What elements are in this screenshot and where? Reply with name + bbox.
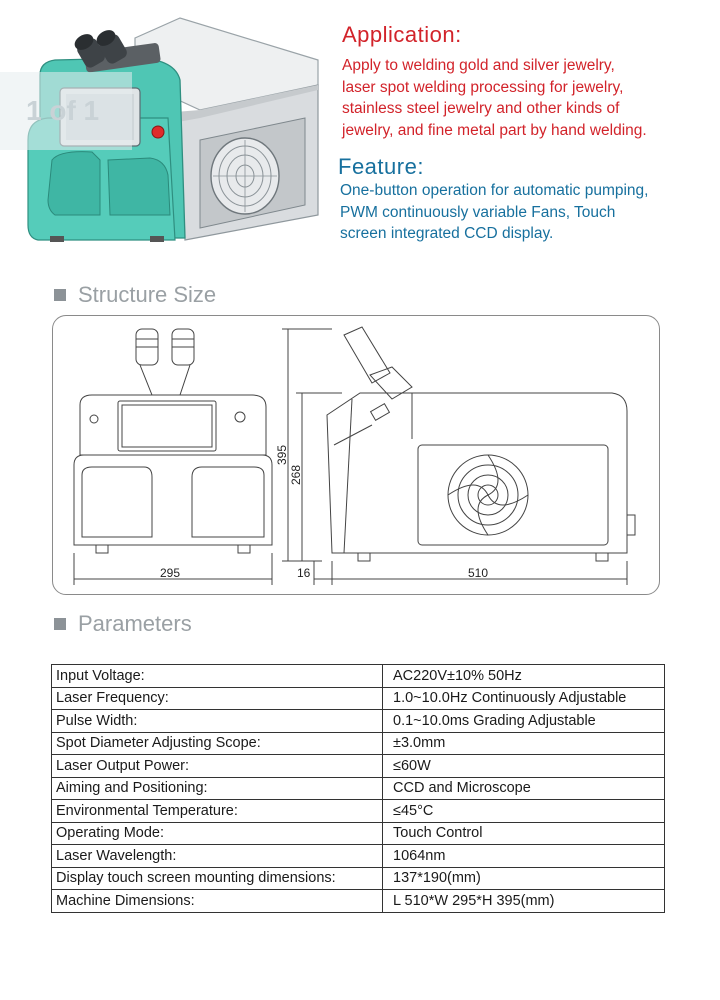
table-row: [52, 822, 665, 845]
feature-line: PWM continuously variable Fans, Touch: [340, 203, 616, 221]
param-label: Spot Diameter Adjusting Scope:: [52, 732, 383, 755]
param-label: Display touch screen mounting dimensions:: [52, 867, 383, 890]
param-label: Laser Frequency:: [52, 687, 383, 710]
table-row: [52, 777, 665, 800]
param-value: L 510*W 295*H 395(mm): [383, 890, 665, 913]
structure-size-title: Structure Size: [78, 282, 217, 307]
table-row: [52, 710, 665, 733]
param-label: Aiming and Positioning:: [52, 777, 383, 800]
param-value: CCD and Microscope: [383, 777, 665, 800]
structure-size-heading: [54, 282, 216, 308]
parameters-title: Parameters: [78, 611, 192, 636]
param-value: ≤45°C: [383, 800, 665, 823]
param-label: Machine Dimensions:: [52, 890, 383, 913]
structure-drawing: [52, 315, 660, 595]
page-counter: 1 of 1: [0, 72, 132, 150]
parameters-table: [51, 664, 665, 913]
param-label: Environmental Temperature:: [52, 800, 383, 823]
front-view: [74, 329, 272, 585]
param-value: 1.0~10.0Hz Continuously Adjustable: [383, 687, 665, 710]
param-value: AC220V±10% 50Hz: [383, 665, 665, 688]
feature-line: One-button operation for automatic pumping,: [340, 182, 649, 199]
param-value: Touch Control: [383, 822, 665, 845]
bullet-square-icon: [54, 289, 66, 301]
side-view: [282, 327, 635, 585]
param-value: 1064nm: [383, 845, 665, 868]
fan-icon: [211, 138, 279, 214]
dim-offset: 16: [297, 566, 311, 580]
param-label: Pulse Width:: [52, 710, 383, 733]
table-row: [52, 687, 665, 710]
parameters-heading: [54, 611, 192, 637]
table-row: [52, 665, 665, 688]
application-line: laser spot welding processing for jewelry,: [342, 78, 624, 96]
feature-title: Feature:: [338, 154, 424, 179]
param-value: 137*190(mm): [383, 867, 665, 890]
application-text: [342, 55, 720, 141]
dim-height-body: 268: [289, 464, 303, 485]
feature-line: screen integrated CCD display.: [340, 225, 554, 242]
table-row: [52, 800, 665, 823]
feature-text: [340, 180, 720, 245]
application-line: Apply to welding gold and silver jewelry,: [342, 57, 615, 74]
param-value: ±3.0mm: [383, 732, 665, 755]
param-label: Input Voltage:: [52, 665, 383, 688]
application-line: jewelry, and fine metal part by hand welding.: [342, 121, 647, 139]
table-row: [52, 755, 665, 778]
table-row: [52, 732, 665, 755]
fan-grille-icon: [448, 455, 528, 535]
table-row: [52, 845, 665, 868]
dim-length: 510: [468, 566, 489, 580]
table-row: [52, 890, 665, 913]
application-line: stainless steel jewelry and other kinds of: [342, 100, 620, 117]
bullet-square-icon: [54, 618, 66, 630]
application-title: Application:: [342, 22, 462, 47]
dim-front-width: 295: [160, 566, 181, 580]
param-label: Operating Mode:: [52, 822, 383, 845]
param-value: ≤60W: [383, 755, 665, 778]
param-value: 0.1~10.0ms Grading Adjustable: [383, 710, 665, 733]
param-label: Laser Wavelength:: [52, 845, 383, 868]
param-label: Laser Output Power:: [52, 755, 383, 778]
dim-height-total: 395: [275, 444, 289, 465]
table-row: [52, 867, 665, 890]
